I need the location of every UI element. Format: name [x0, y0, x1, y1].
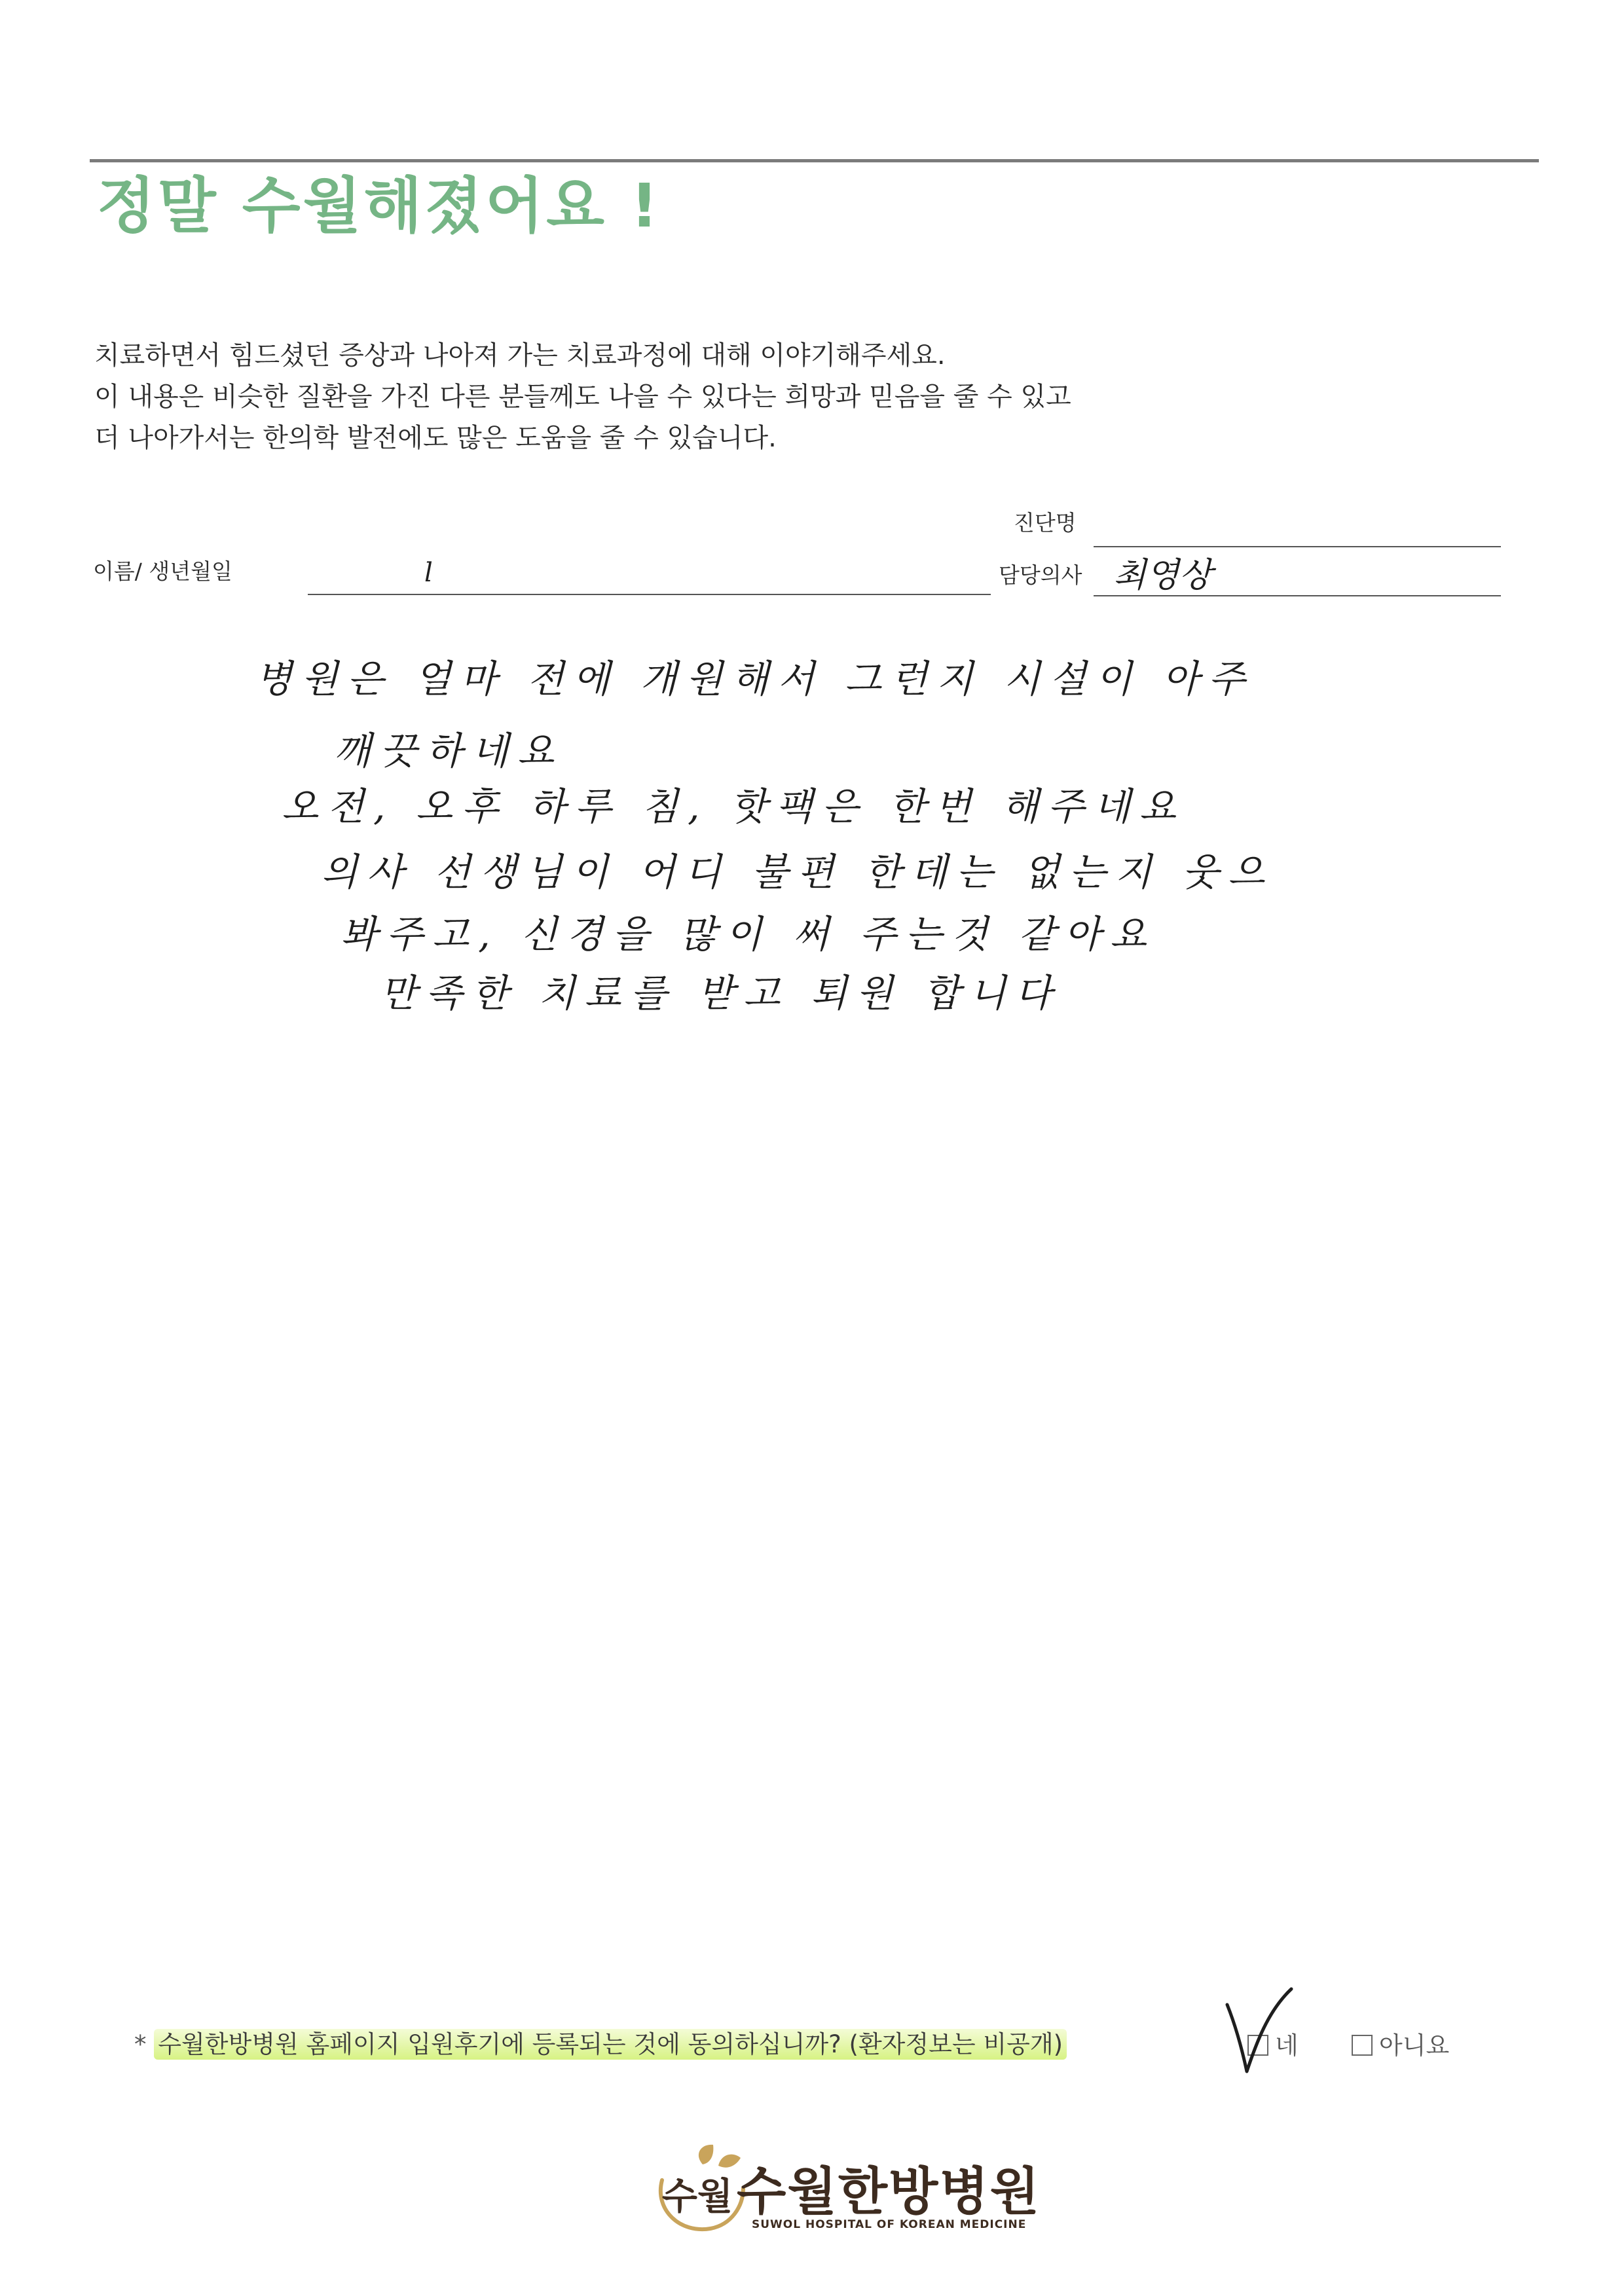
intro-text	[94, 335, 1071, 459]
consent-yes-label: 네	[1275, 2032, 1299, 2060]
testimonial-line: 병원은 얼마 전에 개원해서 그런지 시설이 아주	[255, 657, 1255, 701]
doctor-field[interactable]: 최영상	[1113, 556, 1212, 595]
doctor-label: 담당의사	[999, 562, 1082, 588]
testimonial-line: 의사 선생님이 어디 불편 한데는 없는지 웃으	[321, 850, 1274, 894]
name-label: 이름/ 생년월일	[93, 558, 232, 584]
hospital-name-english: SUWOL HOSPITAL OF KOREAN MEDICINE	[752, 2218, 1027, 2231]
testimonial-line: 만족한 치료를 받고 퇴원 합니다	[380, 971, 1061, 1015]
header-rule	[90, 159, 1539, 162]
testimonial-line: 깨끗하네요	[334, 729, 564, 773]
logo-mark-text: 수월	[661, 2175, 733, 2218]
testimonial-line: 봐주고, 신경을 많이 써 주는것 같아요	[341, 912, 1156, 957]
consent-question-text: 수월한방병원 홈페이지 입원후기에 등록되는 것에 동의하십니까? (환자정보는 비공개)	[154, 2029, 1067, 2060]
name-underline	[308, 594, 991, 595]
consent-no-label: 아니요	[1379, 2032, 1450, 2060]
consent-question	[134, 2024, 1067, 2060]
hospital-name: 수월한방병원	[737, 2162, 1041, 2221]
checkmark-icon	[1223, 1985, 1295, 2077]
name-field[interactable]: l	[424, 558, 433, 588]
diagnosis-label: 진단명	[1014, 510, 1077, 536]
page-title: 정말 수월해졌어요 !	[97, 171, 661, 241]
intro-line: 더 나아가서는 한의학 발전에도 많은 도움을 줄 수 있습니다.	[94, 423, 777, 453]
consent-no-option[interactable]	[1352, 2026, 1449, 2061]
intro-line: 이 내용은 비슷한 질환을 가진 다른 분들께도 나을 수 있다는 희망과 믿음을 줄 수 있고	[94, 382, 1071, 412]
consent-asterisk: *	[134, 2030, 147, 2058]
intro-line: 치료하면서 힘드셨던 증상과 나아져 가는 치료과정에 대해 이야기해주세요.	[94, 340, 946, 371]
checkbox-icon[interactable]	[1352, 2035, 1373, 2056]
testimonial-line: 오전, 오후 하루 침, 핫팩은 한번 해주네요	[282, 784, 1185, 829]
